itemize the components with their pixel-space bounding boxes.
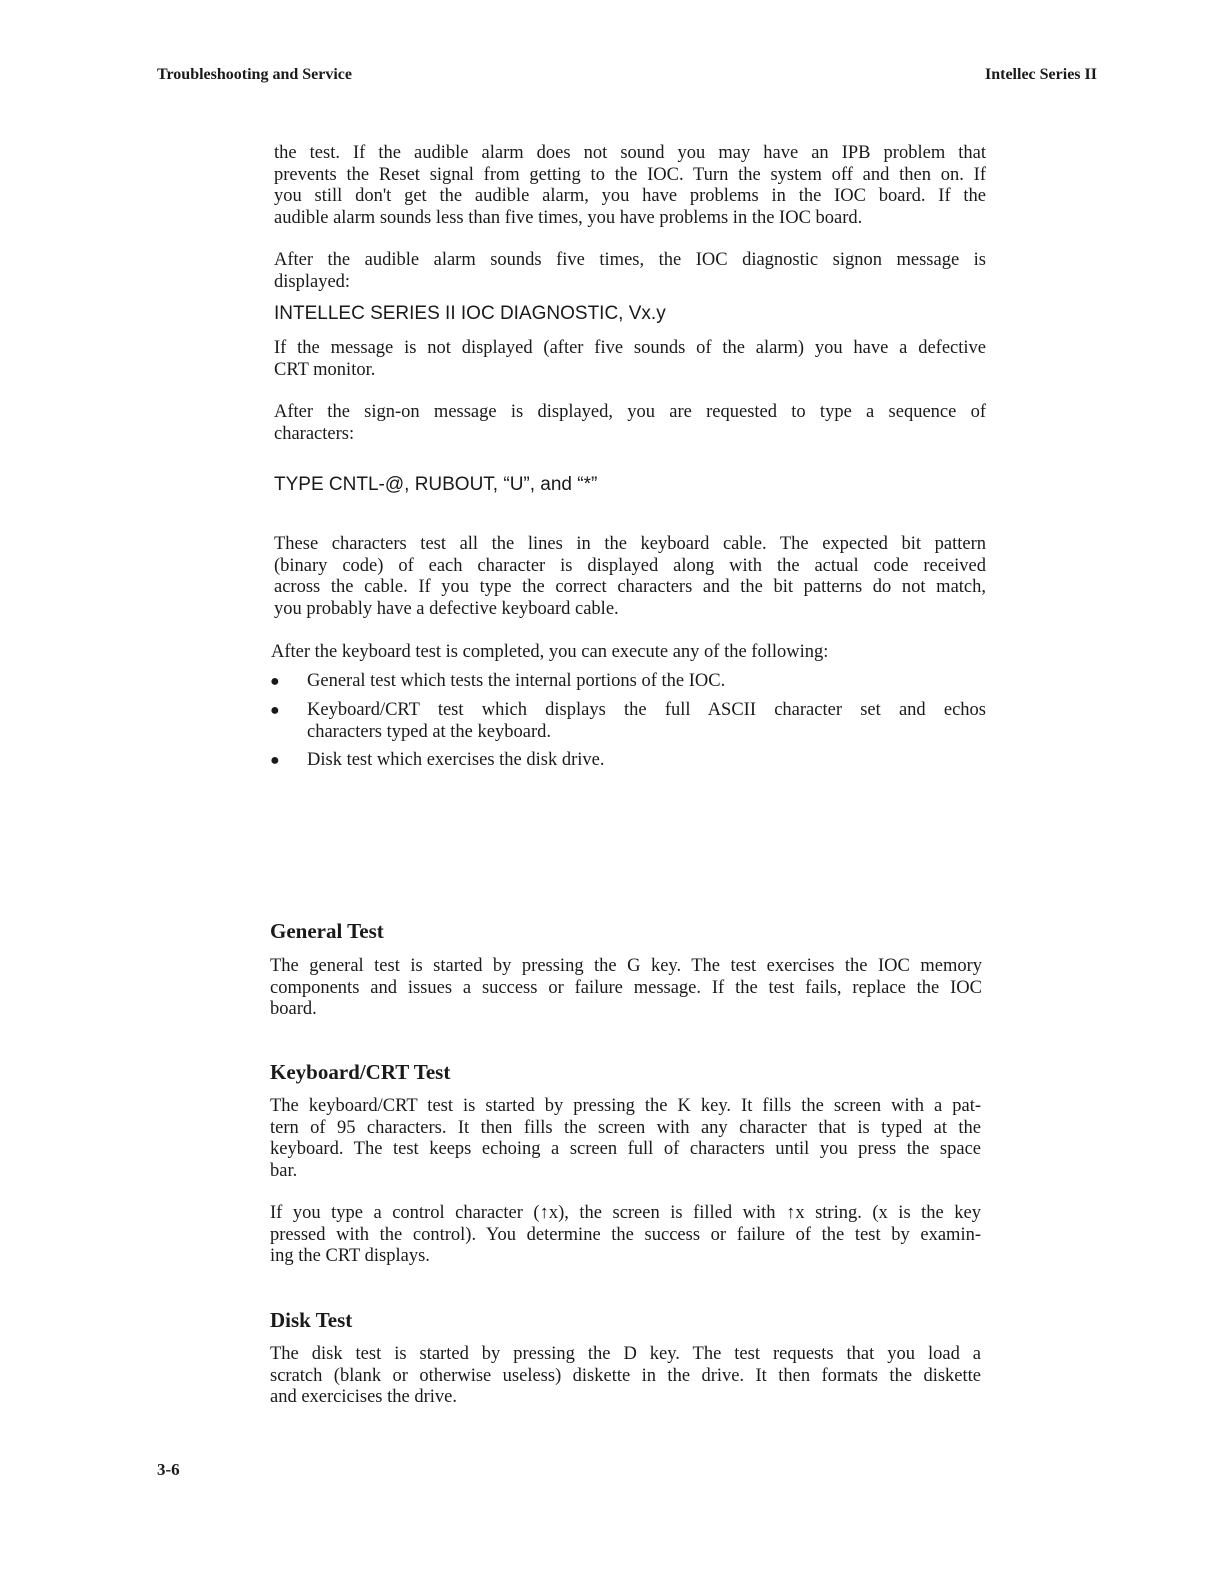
text-line: The general test is started by pressing the G key. The test exercises the IOC memory — [270, 956, 982, 976]
heading-disk-test: Disk Test — [270, 1308, 353, 1332]
text-line: If the message is not displayed (after five sounds of the alarm) you have a defective — [274, 338, 986, 358]
paragraph-keyboard-crt-test — [270, 1096, 981, 1182]
text-line: prevents the Reset signal from getting to the IOC. Turn the system off and then on. If — [274, 164, 986, 185]
text-line: ing the CRT displays. — [270, 1246, 430, 1267]
paragraph-general-test — [270, 956, 982, 1021]
text-line: bar. — [270, 1160, 298, 1181]
paragraph-sequence — [274, 402, 986, 445]
text-line: After the sign-on message is displayed, you are requested to type a sequence of — [274, 402, 986, 422]
text-line: The keyboard/CRT test is started by pressing the K key. It fills the screen with a pat- — [270, 1096, 981, 1116]
text-line: keyboard. The test keeps echoing a screen full of characters until you press the space — [270, 1139, 981, 1160]
text-line: you probably have a defective keyboard cable. — [274, 598, 619, 619]
text-line: (binary code) of each character is displayed along with the actual code received — [274, 555, 986, 576]
bullet-icon: ● — [270, 752, 280, 769]
paragraph-keyboard-cable — [274, 534, 986, 620]
text-line: General test which tests the internal portions of the IOC. — [307, 671, 726, 691]
bullet-text — [307, 671, 986, 693]
text-line: The disk test is started by pressing the D key. The test requests that you load a — [270, 1344, 981, 1364]
text-line: audible alarm sounds less than five times, you have problems in the IOC board. — [274, 207, 863, 228]
text-line: Disk test which exercises the disk drive. — [307, 750, 605, 770]
running-header-right: Intellec Series II — [985, 66, 1097, 83]
text-line: pressed with the control). You determine the success or failure of the test by examin- — [270, 1224, 981, 1245]
bullet-text — [307, 700, 986, 743]
paragraph-crt-defect — [274, 338, 986, 381]
page-number: 3-6 — [157, 1460, 180, 1479]
text-line: the test. If the audible alarm does not sound you may have an IPB problem that — [274, 143, 986, 163]
text-line: you still don't get the audible alarm, you have problems in the IOC board. If the — [274, 186, 986, 207]
signon-message: INTELLEC SERIES II IOC DIAGNOSTIC, Vx.y — [274, 303, 666, 324]
text-line: After the keyboard test is completed, you can execute any of the following: — [271, 642, 829, 662]
text-line: After the audible alarm sounds five times, the IOC diagnostic signon message is — [274, 250, 986, 270]
text-line: board. — [270, 999, 317, 1020]
text-line: CRT monitor. — [274, 359, 376, 380]
text-line: and exercicises the drive. — [270, 1387, 457, 1408]
bullet-icon: ● — [270, 702, 280, 719]
text-line: across the cable. If you type the correct characters and the bit patterns do not match, — [274, 577, 986, 598]
paragraph-control-character — [270, 1203, 981, 1268]
heading-keyboard-crt-test: Keyboard/CRT Test — [270, 1060, 451, 1084]
text-line: tern of 95 characters. It then fills the screen with any character that is typed at the — [270, 1117, 981, 1138]
text-line: characters: — [274, 423, 355, 444]
heading-general-test: General Test — [270, 919, 384, 943]
bullet-text — [307, 750, 986, 772]
paragraph-disk-test — [270, 1344, 981, 1409]
bullet-item — [270, 671, 986, 693]
text-line: Keyboard/CRT test which displays the full ASCII character set and echos — [307, 700, 986, 720]
text-line: If you type a control character (↑x), the screen is filled with ↑x string. (x is the key — [270, 1203, 981, 1223]
text-line: displayed: — [274, 271, 351, 292]
bullet-item — [270, 750, 986, 772]
type-sequence-message: TYPE CNTL-@, RUBOUT, “U”, and “*” — [274, 474, 598, 495]
paragraph-alarm — [274, 143, 986, 229]
running-header-left: Troubleshooting and Service — [157, 66, 352, 83]
paragraph-options — [271, 642, 987, 664]
paragraph-signon — [274, 250, 986, 293]
text-line: characters typed at the keyboard. — [307, 721, 551, 742]
text-line: These characters test all the lines in the keyboard cable. The expected bit pattern — [274, 534, 986, 554]
text-line: scratch (blank or otherwise useless) diskette in the drive. It then formats the diskette — [270, 1365, 981, 1386]
bullet-item — [270, 700, 986, 743]
bullet-icon: ● — [270, 673, 280, 690]
text-line: components and issues a success or failure message. If the test fails, replace the IOC — [270, 977, 982, 998]
